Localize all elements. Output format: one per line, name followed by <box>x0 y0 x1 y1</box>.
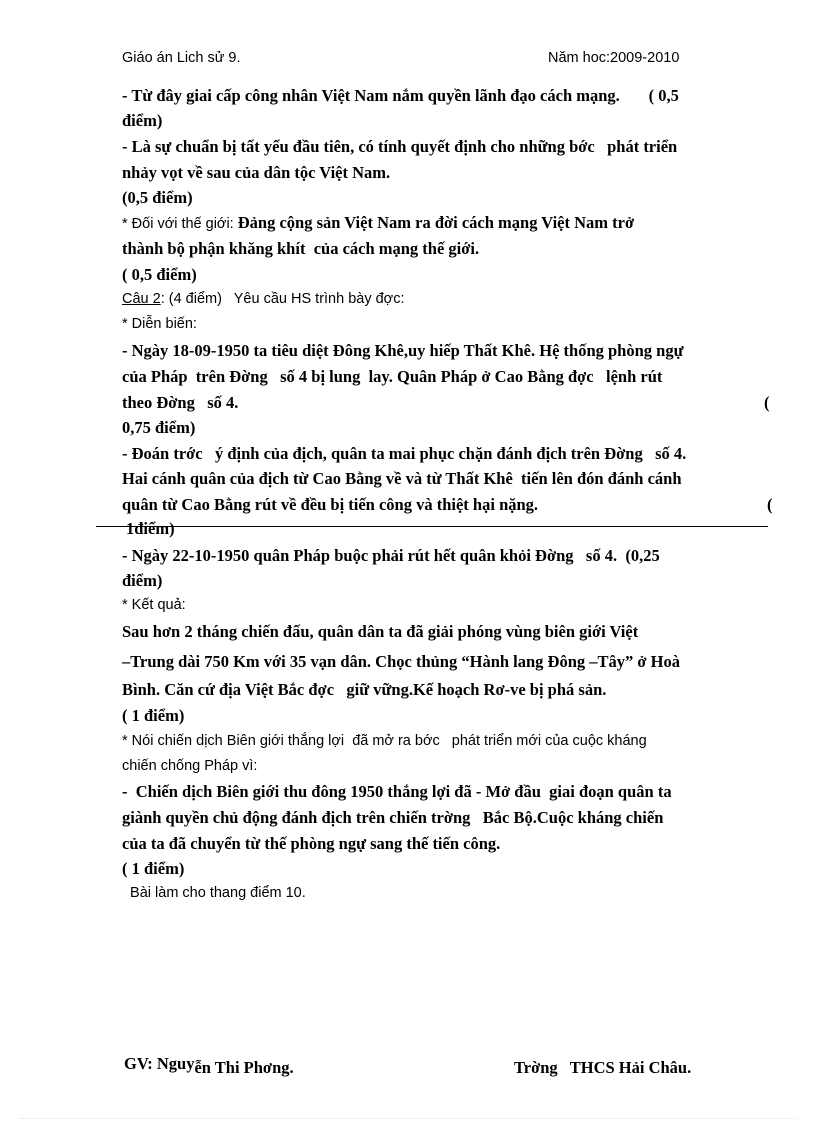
paragraph-line: Bình. Căn cứ địa Việt Bắc đợc giữ vững.Kế hoạch Rơ-ve bị phá sản. <box>122 680 607 699</box>
teacher-name: ễn Thi Phơng. <box>194 1058 294 1077</box>
school-signature: Trờng THCS Hải Châu. <box>514 1058 692 1077</box>
section-label: * Diễn biến: <box>122 316 197 332</box>
world-text: Đảng cộng sản Việt Nam ra đời cách mạng Việt Nam trở <box>237 213 635 232</box>
paragraph-line: quân từ Cao Bằng rút về đều bị tiến công và thiệt hại nặng. <box>122 495 539 514</box>
paragraph-line: * Nói chiến dịch Biên giới thắng lợi đã mở ra bớc phát triển mới của cuộc kháng <box>122 733 647 749</box>
question-heading <box>122 291 404 307</box>
paragraph-line: - Chiến dịch Biên giới thu đông 1950 thắng lợi đã - Mở đầu giai đoạn quân ta <box>122 782 672 801</box>
header-subject: Giáo án Lich sử 9. <box>122 50 241 66</box>
score-line: (0,5 điểm) <box>122 188 193 207</box>
section-label: * Kết quả: <box>122 597 186 613</box>
score-line: ( 0,5 điểm) <box>122 265 197 284</box>
paragraph-line: điểm) <box>122 111 163 130</box>
paragraph-line: giành quyền chủ động đánh địch trên chiến trờng Bắc Bộ.Cuộc kháng chiến <box>122 808 664 827</box>
world-label: * Đối với thế giới: <box>122 216 238 232</box>
closing-note: Bài làm cho thang điểm 10. <box>122 885 306 901</box>
paragraph-line: - Ngày 18-09-1950 ta tiêu diệt Đông Khê,uy hiếp Thất Khê. Hệ thống phòng ngự <box>122 341 684 360</box>
page-bottom-border <box>20 1118 796 1119</box>
paragraph-line: chiến chống Pháp vì: <box>122 758 258 774</box>
score-line: ( 1 điểm) <box>122 859 185 878</box>
paragraph-line: nhảy vọt về sau của dân tộc Việt Nam. <box>122 163 391 182</box>
paragraph-line: Sau hơn 2 tháng chiến đấu, quân dân ta đã giải phóng vùng biên giới Việt <box>122 622 639 641</box>
paragraph-line <box>122 213 634 233</box>
score-line: ( 1 điểm) <box>122 706 185 725</box>
paragraph-line: thành bộ phận khăng khít của cách mạng thế giới. <box>122 239 480 258</box>
question-text: : (4 điểm) Yêu cầu HS trình bày đợc: <box>160 291 405 307</box>
paragraph-line: - Ngày 22-10-1950 quân Pháp buộc phải rút hết quân khỏi Đờng số 4. (0,25 <box>122 546 660 565</box>
score-paren: ( <box>767 495 773 514</box>
score-line: 0,75 điểm) <box>122 418 196 437</box>
score-line: 1điểm) <box>126 519 175 538</box>
paragraph-line: - Đoán trớc ý định của địch, quân ta mai phục chặn đánh địch trên Đờng số 4. <box>122 444 687 463</box>
paragraph-line: - Là sự chuẩn bị tất yếu đầu tiên, có tính quyết định cho những bớc phát triển <box>122 137 678 156</box>
horizontal-rule <box>96 526 768 527</box>
paragraph-line: của Pháp trên Đờng số 4 bị lung lay. Quân Pháp ở Cao Bằng đợc lệnh rút <box>122 367 663 386</box>
paragraph-line: của ta đã chuyển từ thế phòng ngự sang thế tiến công. <box>122 834 501 853</box>
paragraph-line: điểm) <box>122 571 163 590</box>
teacher-prefix: GV: Nguy <box>124 1054 195 1073</box>
score-paren: ( <box>764 393 770 412</box>
teacher-signature <box>124 1054 294 1078</box>
paragraph-line: theo Đờng số 4. <box>122 393 239 412</box>
question-number: Câu 2 <box>122 291 161 307</box>
header-school-year: Năm hoc:2009-2010 <box>548 50 680 66</box>
paragraph-line: - Từ đây giai cấp công nhân Việt Nam nắm quyền lãnh đạo cách mạng. ( 0,5 <box>122 86 679 105</box>
paragraph-line: Hai cánh quân của địch từ Cao Bằng về và từ Thất Khê tiến lên đón đánh cánh <box>122 469 682 488</box>
paragraph-line: –Trung dài 750 Km với 35 vạn dân. Chọc thủng “Hành lang Đông –Tây” ở Hoà <box>122 652 681 671</box>
